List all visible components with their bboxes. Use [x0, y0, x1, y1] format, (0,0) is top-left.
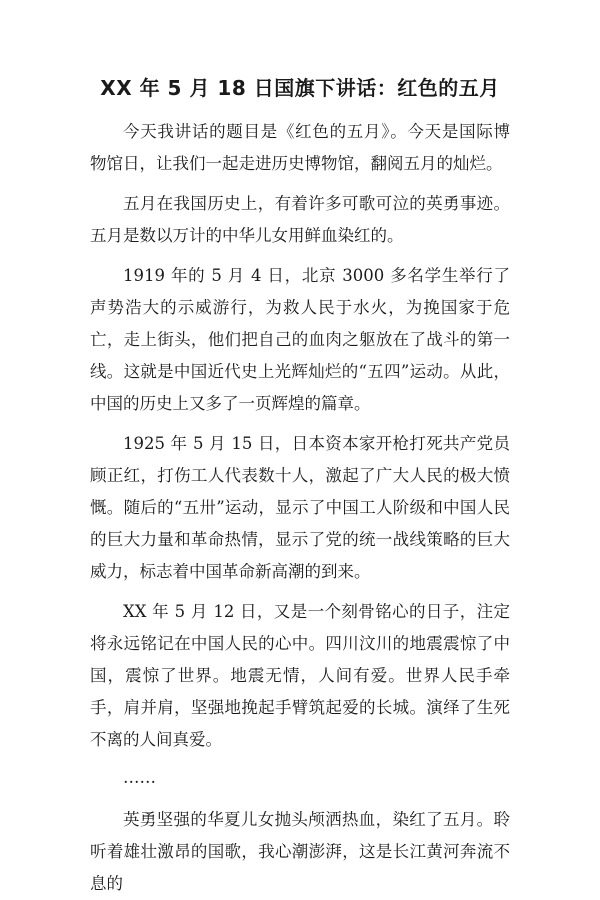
document-title: XX 年 5 月 18 日国旗下讲话：红色的五月 [100, 76, 500, 100]
paragraph-4: 1925 年 5 月 15 日，日本资本家开枪打死共产党员顾正红，打伤工人代表数十人，激起了广大人民的极大愤慨。随后的“五卅”运动，显示了中国工人阶级和中国人民的巨大力量和革命热情，显示了党的统一战线策略的巨大威力，标志着中国革命新高潮的到来。 [90, 434, 510, 581]
paragraph-1: 今天我讲话的题目是《红色的五月》。今天是国际博物馆日，让我们一起走进历史博物馆，翻阅五月的灿烂。 [90, 122, 510, 173]
paragraph-5: XX 年 5 月 12 日，又是一个刻骨铭心的日子，注定将永远铭记在中国人民的心中。四川汶川的地震震惊了中国，震惊了世界。地震无情，人间有爱。世界人民手牵手，肩并肩，坚强地挽起手臂筑起爱的长城。演绎了生死不离的人间真爱。 [90, 602, 510, 749]
paragraph-3: 1919 年的 5 月 4 日，北京 3000 多名学生举行了声势浩大的示威游行，为救人民于水火，为挽国家于危亡，走上街头，他们把自己的血肉之躯放在了战斗的第一线。这就是中国近代史上光辉灿烂的“五四”运动。从此，中国的历史上又多了一页辉煌的篇章。 [90, 266, 510, 413]
ellipsis-separator: …… [123, 768, 156, 787]
paragraph-2: 五月在我国历史上，有着许多可歌可泣的英勇事迹。五月是数以万计的中华儿女用鲜血染红的。 [90, 194, 510, 245]
paragraph-final: 英勇坚强的华夏儿女抛头颅洒热血，染红了五月。聆听着雄壮激昂的国歌，我心潮澎湃，这是长江黄河奔流不息的 [90, 810, 510, 893]
